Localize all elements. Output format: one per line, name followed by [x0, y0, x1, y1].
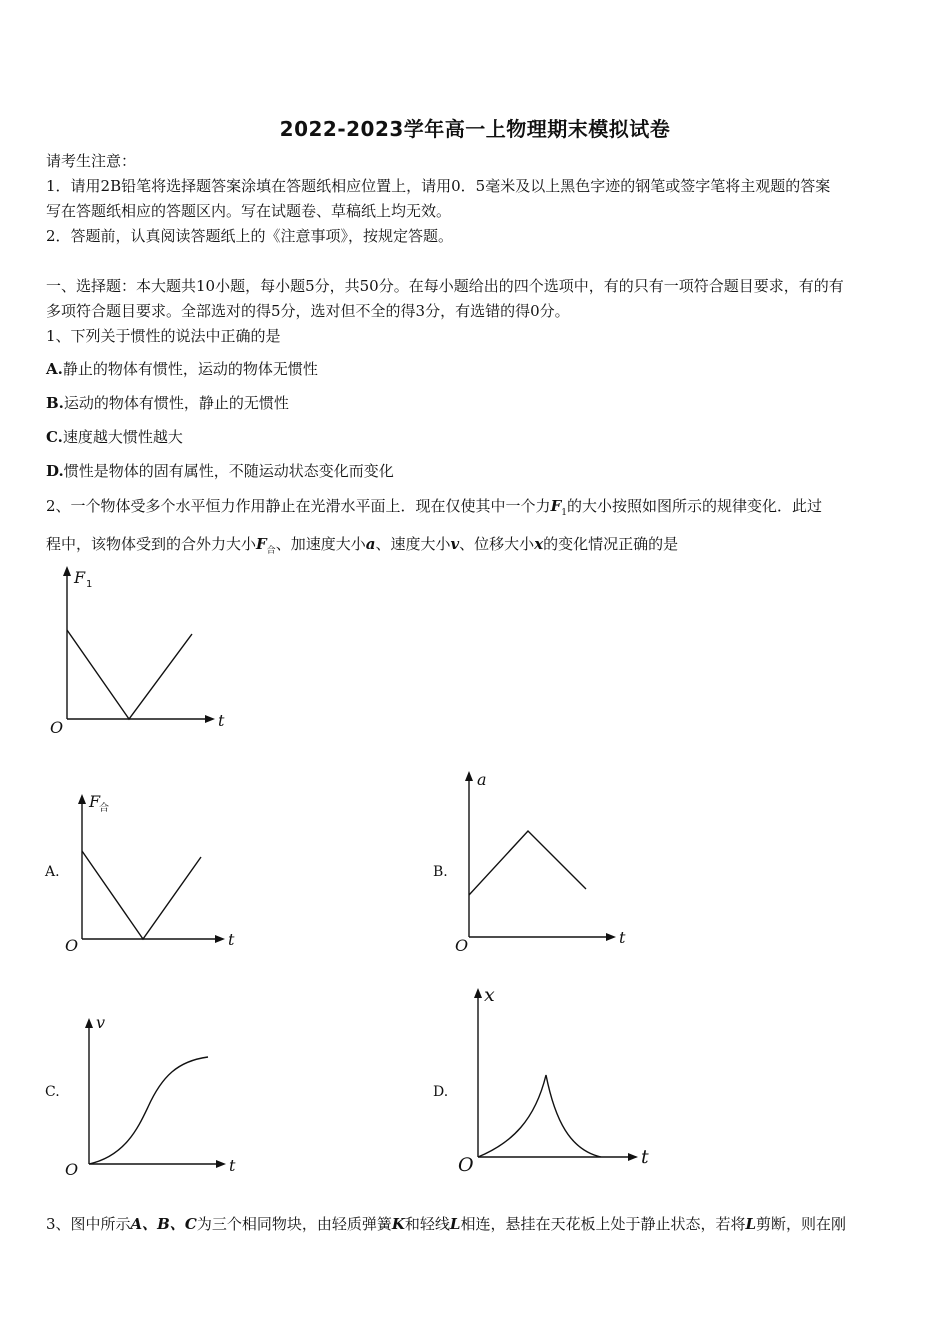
option-b-curve: [469, 831, 586, 895]
q2-stem-part: 2、一个物体受多个水平恒力作用静止在光滑水平面上．现在仅使其中一个力: [46, 497, 551, 515]
main-graph-y-label: F: [74, 568, 86, 587]
option-a-y-sub: 合: [99, 803, 109, 814]
q3-stem-part: 相连，悬挂在天花板上处于静止状态，若将: [460, 1215, 746, 1233]
notice-item-1-line-2: 写在答题纸相应的答题区内。写在试题卷、草稿纸上均无效。: [46, 202, 452, 220]
q3-stem-part: 剪断，则在刚: [756, 1215, 847, 1233]
main-graph-curve: [67, 630, 192, 719]
q3-var-abc: A、B、C: [130, 1215, 197, 1233]
q2-stem-part: 程中，该物体受到的合外力大小: [46, 535, 257, 553]
q2-var-a: a: [365, 535, 376, 553]
option-b-label: B.: [433, 864, 448, 880]
q2-var-x: x: [534, 535, 544, 553]
option-d-label: D.: [433, 1084, 449, 1100]
option-c-y-label: v: [96, 1013, 106, 1032]
option-b-origin: O: [455, 936, 469, 955]
option-c-origin: O: [65, 1160, 79, 1179]
option-a-x-label: t: [228, 930, 235, 949]
section-1-intro-line-2: 多项符合题目要求。全部选对的得5分，选对但不全的得3分，有选错的得0分。: [46, 302, 570, 320]
q1-stem: 1、下列关于惯性的说法中正确的是: [46, 327, 281, 345]
q3-var-k: K: [391, 1215, 405, 1233]
option-d-origin: O: [458, 1154, 474, 1176]
q1-option-a-label: A.: [46, 360, 63, 378]
section-1-intro-line-1: 一、选择题：本大题共10小题，每小题5分，共50分。在每小题给出的四个选项中，有的只有一项符合题目要求，有的有: [46, 277, 844, 295]
q2-stem-part: 的大小按照如图所示的规律变化．此过: [566, 497, 822, 515]
option-a-y-label: F: [89, 792, 101, 811]
q1-option-b-label: B.: [46, 394, 64, 412]
notice-item-1-line-1: 1．请用2B铅笔将选择题答案涂填在答题纸相应位置上，请用0．5毫米及以上黑色字迹的钢笔或签字笔将主观题的答案: [46, 177, 831, 195]
q1-option-d-text: 惯性是物体的固有属性，不随运动状态变化而变化: [63, 462, 394, 480]
option-b-y-arrow: [465, 771, 473, 781]
option-d-y-arrow: [474, 988, 482, 998]
q1-option-d-label: D.: [46, 462, 64, 480]
q1-option-a-text: 静止的物体有惯性，运动的物体无惯性: [62, 360, 318, 378]
q3-var-l: L: [745, 1215, 756, 1233]
page-title: 2022-2023学年高一上物理期末模拟试卷: [279, 117, 671, 141]
q2-stem-part: 的变化情况正确的是: [543, 535, 679, 553]
option-b-x-arrow: [606, 933, 616, 941]
q2-var-f: F: [550, 497, 562, 515]
option-c-curve: [89, 1057, 208, 1164]
option-d-curve: [478, 1075, 601, 1157]
option-d-y-label: x: [484, 984, 495, 1006]
option-b-x-label: t: [619, 928, 626, 947]
option-c-x-arrow: [216, 1160, 226, 1168]
q2-stem-part: 、位移大小: [459, 535, 535, 553]
option-a-label: A.: [45, 864, 60, 880]
option-a-curve: [82, 851, 201, 939]
option-d-x-label: t: [641, 1146, 649, 1168]
q2-var-f-net: F: [256, 535, 267, 553]
option-c-x-label: t: [229, 1156, 236, 1175]
q1-option-c-text: 速度越大惯性越大: [62, 428, 183, 446]
q1-option-c-label: C.: [46, 428, 63, 446]
q1-option-b-text: 运动的物体有惯性，静止的无惯性: [63, 394, 289, 412]
main-graph-y-sub: 1: [86, 579, 93, 590]
q3-stem: [46, 1213, 906, 1235]
q3-var-l: L: [449, 1215, 461, 1233]
notice-item-2: 2．答题前，认真阅读答题纸上的《注意事项》，按规定答题。: [46, 227, 454, 245]
option-b-y-label: a: [477, 770, 487, 789]
q2-stem-part: 、加速度大小: [275, 535, 366, 553]
notice-heading: 请考生注意：: [46, 152, 137, 170]
main-graph-x-label: t: [218, 711, 225, 730]
main-graph-x-arrow: [205, 715, 215, 723]
main-graph-origin: O: [50, 718, 64, 737]
option-c-label: C.: [45, 1084, 60, 1100]
q2-var-f-net-sub: 合: [266, 546, 276, 556]
q2-stem-part: 、速度大小: [375, 535, 451, 553]
q2-var-f-sub: 1: [561, 508, 567, 518]
q3-stem-part: 和轻线: [404, 1215, 450, 1233]
main-graph-y-arrow: [63, 566, 71, 576]
q3-stem-part: 3、图中所示: [46, 1215, 131, 1233]
q3-stem-part: 为三个相同物块，由轻质弹簧: [196, 1215, 392, 1233]
option-c-y-arrow: [85, 1018, 93, 1028]
option-d-x-arrow: [628, 1153, 638, 1161]
option-a-y-arrow: [78, 794, 86, 804]
option-a-x-arrow: [215, 935, 225, 943]
option-a-origin: O: [65, 936, 79, 955]
q2-var-v: v: [450, 535, 460, 553]
